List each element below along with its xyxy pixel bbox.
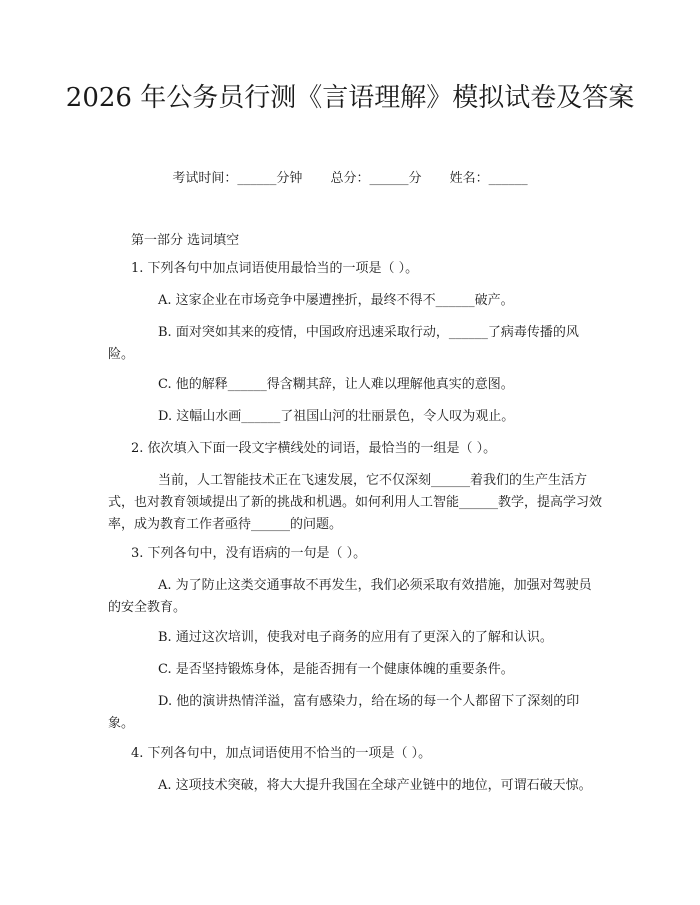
question-option: C. 是否坚持锻炼身体，是能否拥有一个健康体魄的重要条件。 [158, 662, 514, 677]
section-title: 第一部分 选词填空 [131, 233, 240, 248]
question-option: D. 他的演讲热情洋溢，富有感染力，给在场的每一个人都留下了深刻的印象。 [108, 694, 580, 731]
question-option: B. 面对突如其来的疫情，中国政府迅速采取行动，______了病毒传播的风险。 [108, 325, 579, 362]
page-title: 2026 年公务员行测《言语理解》模拟试卷及答案 [65, 83, 635, 113]
exam-name: 姓名：______ [449, 171, 528, 186]
question-stem: 4. 下列各句中，加点词语使用不恰当的一项是（ ）。 [131, 746, 432, 761]
question-stem: 1. 下列各句中加点词语使用最恰当的一项是（ ）。 [131, 261, 419, 276]
exam-time: 考试时间：______分钟 [172, 171, 303, 186]
question-passage: 当前，人工智能技术正在飞速发展，它不仅深刻______着我们的生产生活方式，也对教育领域提出了新的挑战和机遇。如何利用人工智能______教学，提高学习效率，成为教育工作者亟待______的问题。 [108, 473, 603, 532]
question-option: A. 这项技术突破，将大大提升我国在全球产业链中的地位，可谓石破天惊。 [158, 778, 592, 793]
question-option: D. 这幅山水画______了祖国山河的壮丽景色，令人叹为观止。 [158, 409, 515, 424]
question-option: A. 这家企业在市场竞争中屡遭挫折，最终不得不______破产。 [158, 293, 514, 308]
exam-score: 总分：______分 [330, 171, 422, 186]
question-stem: 3. 下列各句中，没有语病的一句是（ ）。 [131, 546, 367, 561]
question-option: C. 他的解释______得含糊其辞，让人难以理解他真实的意图。 [158, 377, 514, 392]
question-stem: 2. 依次填入下面一段文字横线处的词语，最恰当的一组是（ ）。 [131, 441, 497, 456]
question-option: A. 为了防止这类交通事故不再发生，我们必须采取有效措施，加强对驾驶员的安全教育。 [108, 578, 592, 615]
question-option: B. 通过这次培训，使我对电子商务的应用有了更深入的了解和认识。 [158, 630, 553, 645]
exam-meta [0, 170, 700, 188]
